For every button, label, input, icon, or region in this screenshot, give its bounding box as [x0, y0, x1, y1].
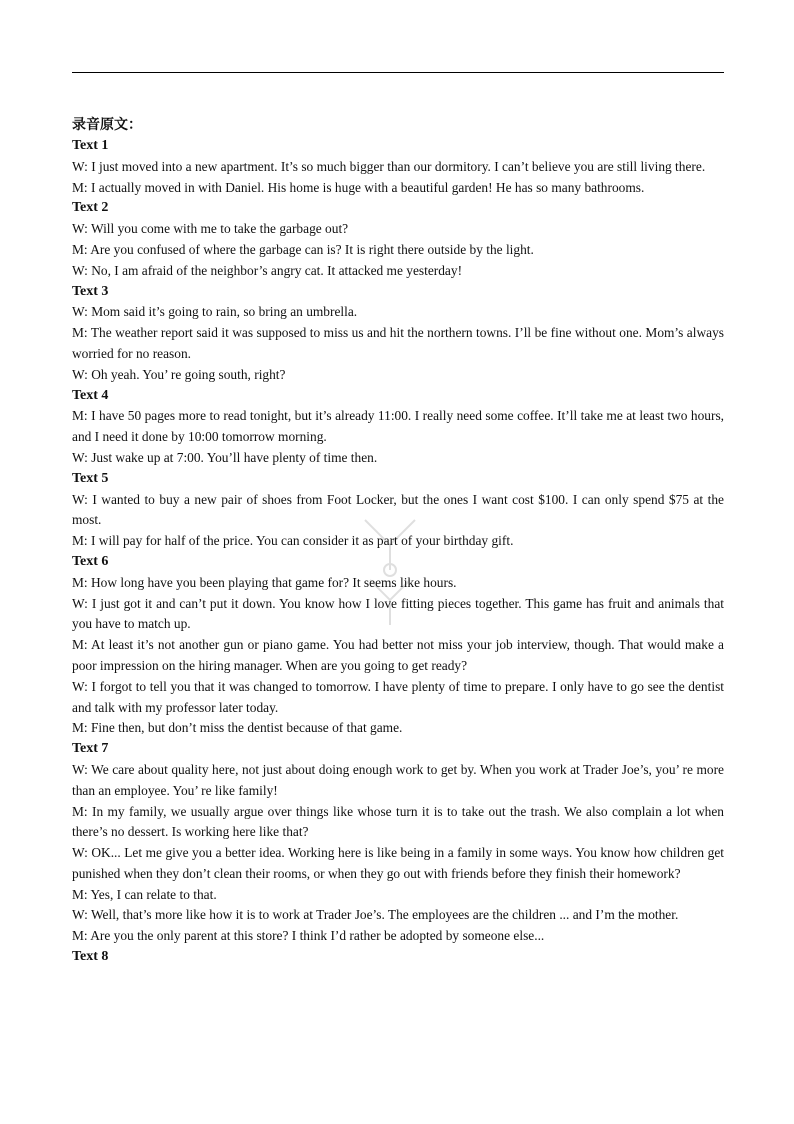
dialogue-line: W: I wanted to buy a new pair of shoes from Foot Locker, but the ones I want cost $100. I can only spend $75 at the most. [72, 491, 724, 528]
section-title: Text 2 [72, 200, 109, 216]
transcript-section [72, 947, 724, 968]
dialogue-line: W: I just moved into a new apartment. It’s so much bigger than our dormitory. I can’t believe you are still living there. [72, 158, 706, 174]
dialogue-line: W: I just got it and can’t put it down. You know how I love fitting pieces together. This game has fruit and animals that you have to match up. [72, 595, 724, 632]
dialogue-line: W: No, I am afraid of the neighbor’s angry cat. It attacked me yesterday! [72, 262, 463, 278]
transcript-section [72, 282, 724, 386]
transcript-section [72, 136, 724, 198]
transcript-section [72, 469, 724, 552]
dialogue-line: M: Are you confused of where the garbage can is? It is right there outside by the light. [72, 241, 534, 257]
transcript-section [72, 198, 724, 281]
dialogue-line: M: At least it’s not another gun or piano game. You had better not miss your job interview, though. That would make a poor impression on the hiring manager. When are you going to get ready? [72, 637, 724, 673]
section-title: Text 7 [72, 741, 109, 757]
transcript-sections [72, 136, 724, 968]
section-title: Text 6 [72, 553, 109, 569]
dialogue-line: M: I have 50 pages more to read tonight, but it’s already 11:00. I really need some coffee. It’ll take me at least two hours, and I need it done by 10:00 tomorrow morning. [72, 408, 724, 445]
dialogue-line: M: I will pay for half of the price. You can consider it as part of your birthday gift. [72, 533, 514, 549]
header-rule [72, 72, 724, 73]
section-title: Text 8 [72, 949, 109, 965]
dialogue-line: M: In my family, we usually argue over things like whose turn it is to take out the trash. We also complain a lot when there’s no dessert. Is working here like that? [72, 803, 724, 840]
dialogue-line: W: I forgot to tell you that it was changed to tomorrow. I have plenty of time to prepare. I only have to go see the dentist and talk with my professor later today. [72, 678, 724, 715]
transcript-section [72, 552, 724, 739]
dialogue-line: W: Well, that’s more like how it is to work at Trader Joe’s. The employees are the children ... and I’m the mother. [72, 907, 679, 923]
section-title: Text 5 [72, 470, 109, 486]
dialogue-line: M: Fine then, but don’t miss the dentist because of that game. [72, 720, 403, 736]
section-title: Text 4 [72, 387, 109, 403]
dialogue-line: M: I actually moved in with Daniel. His home is huge with a beautiful garden! He has so many bathrooms. [72, 179, 645, 195]
dialogue-line: W: Will you come with me to take the garbage out? [72, 221, 349, 237]
transcript-section [72, 386, 724, 469]
dialogue-line: W: Mom said it’s going to rain, so bring an umbrella. [72, 304, 358, 320]
dialogue-line: W: Oh yeah. You’ re going south, right? [72, 366, 286, 382]
dialogue-line: W: We care about quality here, not just about doing enough work to get by. When you work at Trader Joe’s, you’ re more than an employee. You’ re like family! [72, 761, 724, 798]
section-title: Text 3 [72, 283, 109, 299]
transcript-section [72, 739, 724, 947]
transcript-body [72, 115, 724, 968]
dialogue-line: M: How long have you been playing that game for? It seems like hours. [72, 574, 457, 590]
dialogue-line: M: The weather report said it was supposed to miss us and hit the northern towns. I’ll be fine without one. Mom’s always worried for no reason. [72, 325, 724, 361]
dialogue-line: M: Yes, I can relate to that. [72, 886, 217, 902]
section-title: Text 1 [72, 138, 109, 153]
dialogue-line: W: Just wake up at 7:00. You’ll have plenty of time then. [72, 449, 378, 465]
dialogue-line: W: OK... Let me give you a better idea. Working here is like being in a family in some ways. You know how children get punished when they don’t clean their rooms, or when they go out with friends before they finish their homework? [72, 845, 724, 881]
dialogue-line: M: Are you the only parent at this store? I think I’d rather be adopted by someone else... [72, 928, 545, 944]
transcript-heading: 录音原文： [72, 118, 142, 133]
